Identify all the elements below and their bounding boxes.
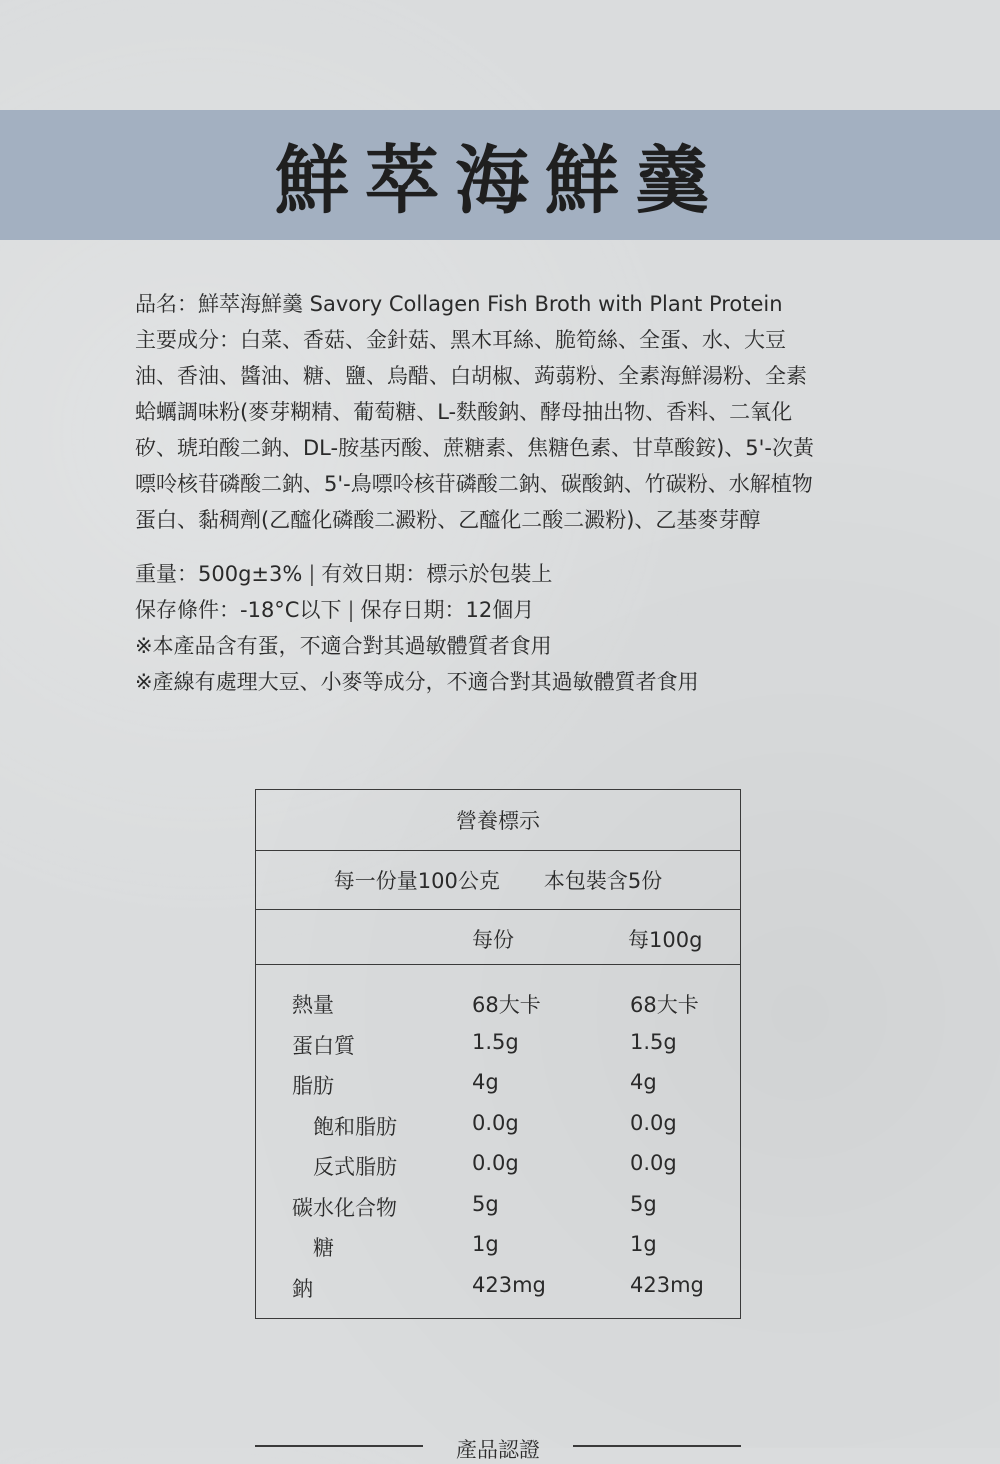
certification-heading [255,1424,741,1462]
weight: 重量：500g±3% [135,562,303,586]
per-serving-value: 68大卡 [472,993,541,1017]
separator: | [347,598,355,622]
per-serving-value: 1.5g [472,1029,519,1054]
title-banner [0,110,1000,240]
per-serving-value: 423mg [472,1272,546,1297]
expiry: 有效日期：標示於包裝上 [321,562,553,586]
per-100g-value: 4g [630,1070,657,1094]
nutrition-header [256,910,740,965]
nutrient-name: 熱量 [292,993,334,1017]
nutrient-name: 糖 [313,1236,334,1260]
ingredients-line: 蛤蠣調味粉(麥芽糊精、葡萄糖、L-麩酸鈉、酵母抽出物、香料、二氧化 [135,400,793,424]
ingredients-line: 嘌呤核苷磷酸二鈉、5'-鳥嘌呤核苷磷酸二鈉、碳酸鈉、竹碳粉、水解植物 [135,472,813,496]
table-row [256,1107,740,1148]
col-per-serving: 每份 [472,928,514,952]
table-row [256,1228,740,1269]
nutrient-name: 飽和脂肪 [313,1114,397,1139]
per-100g-value: 0.0g [630,1151,677,1175]
serving-size: 每一份量100公克 [333,869,500,893]
separator: | [308,562,316,586]
per-100g-value: 423mg [630,1272,704,1297]
nutrient-name: 碳水化合物 [292,1195,397,1220]
divider [573,1445,741,1447]
nutrient-name: 蛋白質 [292,1033,355,1058]
per-100g-value: 0.0g [630,1110,677,1135]
per-100g-value: 1.5g [630,1029,677,1054]
per-100g-value: 68大卡 [630,993,699,1017]
table-row [256,1066,740,1107]
ingredients-line: 主要成分：白菜、香菇、金針菇、黑木耳絲、脆筍絲、全蛋、水、大豆 [135,328,786,352]
allergen-warning: ※本產品含有蛋，不適合對其過敏體質者食用 [135,634,552,658]
ingredients-line: 油、香油、醬油、糖、鹽、烏醋、白胡椒、蒟蒻粉、全素海鮮湯粉、全素 [135,364,807,388]
table-row [256,1147,740,1188]
product-name: 品名：鮮萃海鮮羹 Savory Collagen Fish Broth with Plant Protein [135,292,783,316]
ingredients-line: 矽、琥珀酸二鈉、DL-胺基丙酸、蔗糖素、焦糖色素、甘草酸銨)、5'-次黃 [135,436,814,460]
nutrient-name: 鈉 [292,1276,313,1301]
storage-condition: 保存條件：-18°C以下 [135,598,342,622]
certification-label: 產品認證 [456,1438,540,1462]
per-serving-value: 0.0g [472,1151,519,1175]
per-serving-value: 1g [472,1232,499,1256]
nutrition-rows [256,965,740,1309]
per-100g-value: 5g [630,1191,657,1216]
product-info [135,286,875,700]
col-per-100g: 每100g [628,928,703,952]
storage-period: 保存日期：12個月 [360,598,535,622]
servings-per-pack: 本包裝含5份 [543,869,663,893]
table-row [256,1188,740,1229]
weight-expiry-line [135,556,875,592]
page-title: 鮮萃海鮮羹 [275,138,725,224]
ingredients-line: 蛋白、黏稠劑(乙醯化磷酸二澱粉、乙醯化二酸二澱粉)、乙基麥芽醇 [135,508,761,532]
per-serving-value: 0.0g [472,1110,519,1135]
nutrition-title: 營養標示 [256,790,740,851]
per-serving-value: 5g [472,1191,499,1216]
table-row [256,985,740,1026]
per-100g-value: 1g [630,1232,657,1256]
nutrient-name: 反式脂肪 [313,1155,397,1179]
per-serving-value: 4g [472,1070,499,1094]
serving-info [256,851,740,910]
table-row [256,1269,740,1310]
nutrient-name: 脂肪 [292,1074,334,1098]
table-row [256,1026,740,1067]
nutrition-table [255,789,741,1319]
storage-line [135,592,875,628]
allergen-warning: ※產線有處理大豆、小麥等成分，不適合對其過敏體質者食用 [135,670,699,694]
